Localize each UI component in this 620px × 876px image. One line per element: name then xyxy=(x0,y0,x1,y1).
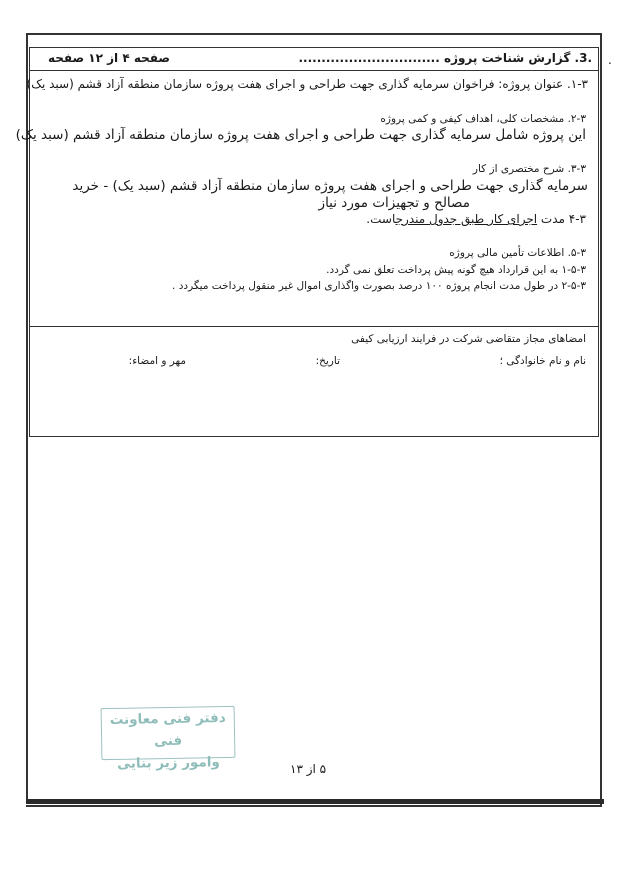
section-title: .3. گزارش شناخت پروژه ............................... xyxy=(298,51,592,65)
description-label: ۳-۳. شرح مختصری از کار xyxy=(472,163,586,175)
duration-prefix: ۴-۳ مدت xyxy=(537,212,586,226)
project-title-line: ۱-۳. عنوان پروژه: فراخوان سرمایه گذاری جهت طراحی و اجرای هفت پروژه سازمان منطقه آزاد قشم (سبد یک) xyxy=(26,77,588,91)
name-label: نام و نام خانوادگی ؛ xyxy=(499,355,586,367)
duration-underlined: اجرای کار طبق جدول مندرج xyxy=(395,212,538,226)
description-text-line1: سرمایه گذاری جهت طراحی و اجرای هفت پروژه سازمان منطقه آزاد قشم (سبد یک) - خرید xyxy=(72,178,588,194)
office-stamp xyxy=(101,706,236,772)
signature-divider xyxy=(29,326,599,327)
description-text-line2: مصالح و تجهیزات مورد نیاز xyxy=(318,195,470,211)
signature-heading: امضاهای مجاز متقاضی شرکت در فرایند ارزیابی کیفی xyxy=(351,333,586,345)
spec-label: ۲-۳. مشخصات کلی، اهداف کیفی و کمی پروژه xyxy=(380,113,586,125)
page-bottom-rule xyxy=(26,799,604,804)
spec-text: این پروژه شامل سرمایه گذاری جهت طراحی و اجرای هفت پروژه سازمان منطقه آزاد قشم (سبد یک) xyxy=(15,127,586,143)
finance-item-1: ۱-۵-۳ به این قرارداد هیچ گونه پیش پرداخت تعلق نمی گردد. xyxy=(326,264,586,276)
edge-dot: . xyxy=(608,53,612,67)
duration-line xyxy=(366,212,586,226)
date-label: تاریخ: xyxy=(315,355,340,367)
finance-item-2: ۲-۵-۳ در طول مدت انجام پروژه ۱۰۰ درصد بصورت واگذاری اموال غیر منقول پرداخت میگردد . xyxy=(172,280,586,292)
finance-label: ۵-۳. اطلاعات تأمین مالی پروژه xyxy=(449,247,586,259)
page-info: صفحه ۴ از ۱۲ صفحه xyxy=(47,51,170,65)
stamp-line1: دفتر فنی معاونت فنی xyxy=(109,709,226,750)
duration-suffix: است. xyxy=(366,212,396,226)
seal-label: مهر و امضاء: xyxy=(128,355,186,367)
stamp-line2: وامور زیر بنایی xyxy=(117,754,220,772)
project-report-box xyxy=(26,47,599,437)
footer-page-number: ۵ از ۱۳ xyxy=(290,762,327,776)
